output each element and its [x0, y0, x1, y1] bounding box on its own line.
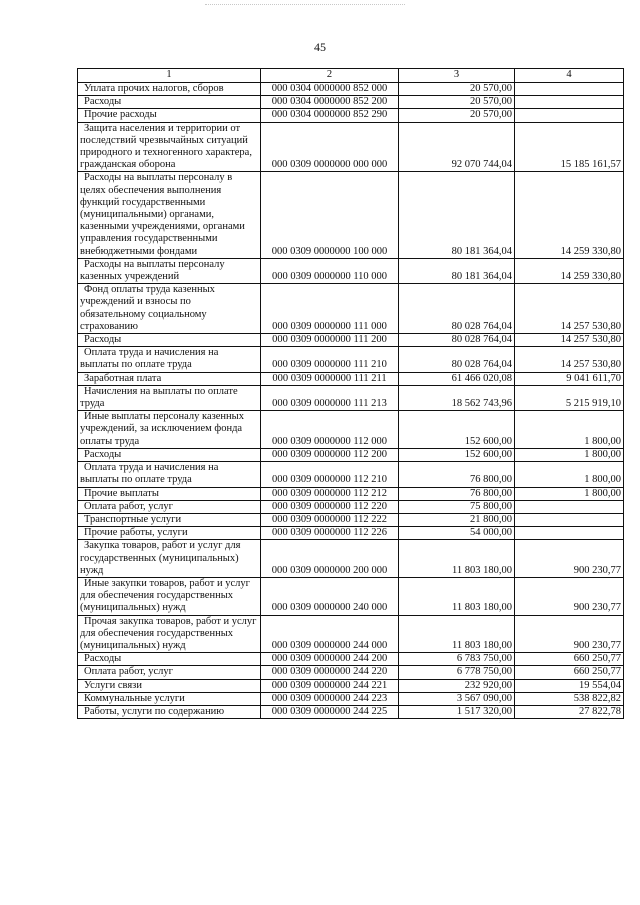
row-code: 000 0309 0000000 244 223 — [261, 692, 399, 705]
row-name: Расходы — [78, 96, 261, 109]
row-name: Оплата труда и начисления на выплаты по оплате труда — [78, 347, 261, 372]
table-row — [78, 372, 624, 385]
row-value-plan: 80 028 764,04 — [399, 334, 515, 347]
table-row — [78, 347, 624, 372]
row-name: Коммунальные услуги — [78, 692, 261, 705]
table-row — [78, 692, 624, 705]
row-value-plan: 11 803 180,00 — [399, 615, 515, 653]
row-name: Расходы — [78, 448, 261, 461]
row-value-actual: 19 554,04 — [515, 679, 624, 692]
row-value-plan: 18 562 743,96 — [399, 385, 515, 410]
row-value-actual: 900 230,77 — [515, 577, 624, 615]
row-value-plan: 54 000,00 — [399, 527, 515, 540]
scan-noise — [205, 4, 405, 8]
row-code: 000 0309 0000000 110 000 — [261, 258, 399, 283]
table-row — [78, 462, 624, 487]
row-code: 000 0309 0000000 000 000 — [261, 122, 399, 172]
row-name: Транспортные услуги — [78, 513, 261, 526]
row-value-actual: 1 800,00 — [515, 462, 624, 487]
row-value-actual — [515, 109, 624, 122]
row-name: Иные выплаты персоналу казенных учреждений, за исключением фонда оплаты труда — [78, 411, 261, 449]
row-value-actual: 14 257 530,80 — [515, 347, 624, 372]
row-value-plan: 152 600,00 — [399, 448, 515, 461]
row-name: Прочие расходы — [78, 109, 261, 122]
row-value-actual: 5 215 919,10 — [515, 385, 624, 410]
table-row — [78, 109, 624, 122]
row-code: 000 0304 0000000 852 290 — [261, 109, 399, 122]
table-row — [78, 96, 624, 109]
row-value-plan: 61 466 020,08 — [399, 372, 515, 385]
table-row — [78, 500, 624, 513]
row-value-plan: 75 800,00 — [399, 500, 515, 513]
page-number: 45 — [314, 40, 326, 54]
row-value-actual: 900 230,77 — [515, 540, 624, 578]
row-value-actual: 660 250,77 — [515, 666, 624, 679]
row-value-actual — [515, 500, 624, 513]
row-value-actual: 9 041 611,70 — [515, 372, 624, 385]
row-value-plan: 6 778 750,00 — [399, 666, 515, 679]
row-value-actual: 538 822,82 — [515, 692, 624, 705]
table-row — [78, 705, 624, 718]
table-row — [78, 540, 624, 578]
row-name: Расходы — [78, 334, 261, 347]
row-code: 000 0309 0000000 111 200 — [261, 334, 399, 347]
row-code: 000 0309 0000000 200 000 — [261, 540, 399, 578]
row-name: Иные закупки товаров, работ и услуг для обеспечения государственных (муниципальных) нужд — [78, 577, 261, 615]
row-code: 000 0309 0000000 112 000 — [261, 411, 399, 449]
row-name: Начисления на выплаты по оплате труда — [78, 385, 261, 410]
row-name: Фонд оплаты труда казенных учреждений и взносы по обязательному социальному страхованию — [78, 284, 261, 334]
row-value-plan: 11 803 180,00 — [399, 540, 515, 578]
table-row — [78, 666, 624, 679]
row-name: Расходы на выплаты персоналу казенных учреждений — [78, 258, 261, 283]
row-value-plan: 1 517 320,00 — [399, 705, 515, 718]
row-name: Расходы — [78, 653, 261, 666]
row-value-actual: 1 800,00 — [515, 411, 624, 449]
row-value-plan: 20 570,00 — [399, 83, 515, 96]
row-code: 000 0304 0000000 852 200 — [261, 96, 399, 109]
table-row — [78, 513, 624, 526]
table-row — [78, 577, 624, 615]
row-value-actual: 1 800,00 — [515, 487, 624, 500]
row-code: 000 0309 0000000 112 220 — [261, 500, 399, 513]
row-code: 000 0309 0000000 111 213 — [261, 385, 399, 410]
row-code: 000 0309 0000000 244 200 — [261, 653, 399, 666]
row-name: Оплата работ, услуг — [78, 666, 261, 679]
row-code: 000 0309 0000000 112 210 — [261, 462, 399, 487]
column-header: 1 — [78, 69, 261, 83]
column-header: 2 — [261, 69, 399, 83]
row-value-plan: 92 070 744,04 — [399, 122, 515, 172]
table-row — [78, 527, 624, 540]
row-value-plan: 232 920,00 — [399, 679, 515, 692]
row-code: 000 0309 0000000 244 221 — [261, 679, 399, 692]
row-value-actual: 14 259 330,80 — [515, 172, 624, 258]
table-row — [78, 411, 624, 449]
row-value-actual — [515, 513, 624, 526]
row-code: 000 0309 0000000 244 220 — [261, 666, 399, 679]
row-value-actual: 900 230,77 — [515, 615, 624, 653]
column-header: 3 — [399, 69, 515, 83]
row-name: Защита населения и территории от последствий чрезвычайных ситуаций природного и техногенного характера, гражданская оборона — [78, 122, 261, 172]
row-code: 000 0309 0000000 111 210 — [261, 347, 399, 372]
row-value-plan: 80 181 364,04 — [399, 172, 515, 258]
row-value-plan: 11 803 180,00 — [399, 577, 515, 615]
row-value-actual: 1 800,00 — [515, 448, 624, 461]
row-name: Прочие выплаты — [78, 487, 261, 500]
row-name: Услуги связи — [78, 679, 261, 692]
table-row — [78, 385, 624, 410]
row-value-actual: 15 185 161,57 — [515, 122, 624, 172]
row-code: 000 0309 0000000 111 000 — [261, 284, 399, 334]
table-row — [78, 172, 624, 258]
row-code: 000 0309 0000000 111 211 — [261, 372, 399, 385]
row-value-plan: 80 028 764,04 — [399, 284, 515, 334]
row-name: Прочие работы, услуги — [78, 527, 261, 540]
row-value-plan: 21 800,00 — [399, 513, 515, 526]
table-row — [78, 615, 624, 653]
table-row — [78, 122, 624, 172]
table-row — [78, 487, 624, 500]
row-code: 000 0309 0000000 244 225 — [261, 705, 399, 718]
row-value-plan: 76 800,00 — [399, 487, 515, 500]
table-row — [78, 284, 624, 334]
row-value-actual: 14 257 530,80 — [515, 334, 624, 347]
row-code: 000 0309 0000000 244 000 — [261, 615, 399, 653]
row-value-plan: 76 800,00 — [399, 462, 515, 487]
budget-table — [77, 68, 624, 719]
row-value-actual — [515, 527, 624, 540]
row-code: 000 0309 0000000 112 200 — [261, 448, 399, 461]
row-code: 000 0309 0000000 112 222 — [261, 513, 399, 526]
table-row — [78, 448, 624, 461]
table-row — [78, 334, 624, 347]
row-code: 000 0309 0000000 112 212 — [261, 487, 399, 500]
row-code: 000 0309 0000000 100 000 — [261, 172, 399, 258]
row-name: Закупка товаров, работ и услуг для государственных (муниципальных) нужд — [78, 540, 261, 578]
table-row — [78, 83, 624, 96]
row-value-plan: 20 570,00 — [399, 109, 515, 122]
row-value-actual: 660 250,77 — [515, 653, 624, 666]
row-name: Работы, услуги по содержанию — [78, 705, 261, 718]
table-row — [78, 679, 624, 692]
column-header: 4 — [515, 69, 624, 83]
row-name: Расходы на выплаты персоналу в целях обеспечения выполнения функций государственными (муниципальными) органами, казенными учреждениями, органами управления государственными внебюджетными фондами — [78, 172, 261, 258]
row-value-actual: 27 822,78 — [515, 705, 624, 718]
row-value-plan: 80 181 364,04 — [399, 258, 515, 283]
table-row — [78, 653, 624, 666]
row-value-plan: 3 567 090,00 — [399, 692, 515, 705]
row-name: Оплата работ, услуг — [78, 500, 261, 513]
row-code: 000 0304 0000000 852 000 — [261, 83, 399, 96]
row-code: 000 0309 0000000 112 226 — [261, 527, 399, 540]
row-value-actual: 14 257 530,80 — [515, 284, 624, 334]
row-value-plan: 6 783 750,00 — [399, 653, 515, 666]
row-name: Уплата прочих налогов, сборов — [78, 83, 261, 96]
header-row — [78, 69, 624, 83]
row-value-plan: 152 600,00 — [399, 411, 515, 449]
row-code: 000 0309 0000000 240 000 — [261, 577, 399, 615]
row-value-plan: 20 570,00 — [399, 96, 515, 109]
row-name: Прочая закупка товаров, работ и услуг для обеспечения государственных (муниципальных) нужд — [78, 615, 261, 653]
row-value-actual — [515, 96, 624, 109]
row-value-plan: 80 028 764,04 — [399, 347, 515, 372]
row-name: Заработная плата — [78, 372, 261, 385]
table-row — [78, 258, 624, 283]
row-value-actual — [515, 83, 624, 96]
row-name: Оплата труда и начисления на выплаты по оплате труда — [78, 462, 261, 487]
row-value-actual: 14 259 330,80 — [515, 258, 624, 283]
